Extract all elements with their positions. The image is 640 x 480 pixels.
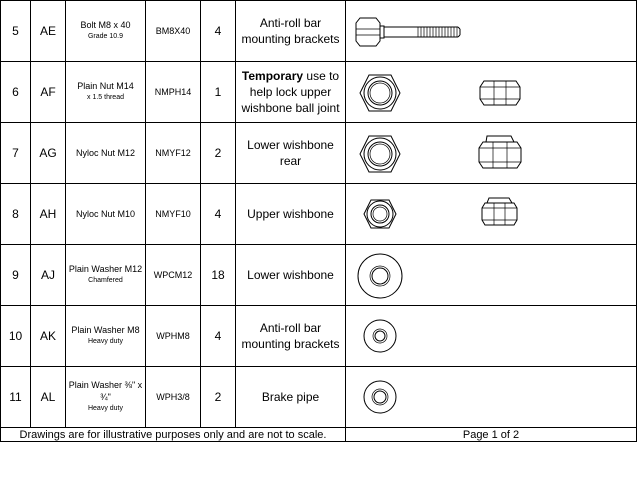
table-row [1,1,637,62]
part-description [66,1,146,62]
usage-emphasis: Temporary [241,69,304,83]
drawing-cell [346,306,637,367]
part-code: AF [31,62,66,123]
usage: Upper wishbone [236,184,346,245]
usage: Anti-roll bar mounting brackets [236,306,346,367]
quantity: 1 [201,62,236,123]
hex-nut-icon [346,63,636,122]
usage: Lower wishbone [236,245,346,306]
page-number: Page 1 of 2 [346,428,637,442]
description-main: Bolt M8 x 40 [80,20,131,30]
drawing-cell [346,245,637,306]
usage [236,62,346,123]
quantity: 18 [201,245,236,306]
part-code: AE [31,1,66,62]
row-number: 5 [1,1,31,62]
table-row [1,184,637,245]
drawing-cell [346,367,637,428]
nyloc-nut-icon [346,124,636,183]
disclaimer: Drawings are for illustrative purposes only and are not to scale. [1,428,346,442]
part-description [66,184,146,245]
description-sub: Heavy duty [87,405,124,412]
quantity: 4 [201,1,236,62]
part-reference: NMPH14 [146,62,201,123]
row-number: 6 [1,62,31,123]
table-row [1,245,637,306]
usage: Brake pipe [236,367,346,428]
part-reference: NMYF10 [146,184,201,245]
table-row [1,306,637,367]
part-code: AK [31,306,66,367]
quantity: 2 [201,123,236,184]
washer-icon [346,246,636,305]
description-main: Plain Washer ⅜" x ¾" [68,380,143,402]
table-row [1,62,637,123]
part-description [66,245,146,306]
part-reference: BM8X40 [146,1,201,62]
part-reference: WPHM8 [146,306,201,367]
part-code: AL [31,367,66,428]
description-main: Nyloc Nut M12 [75,148,136,158]
description-sub: x 1.5 thread [87,94,124,101]
row-number: 11 [1,367,31,428]
drawing-cell [346,123,637,184]
quantity: 2 [201,367,236,428]
quantity: 4 [201,306,236,367]
row-number: 8 [1,184,31,245]
part-description [66,367,146,428]
row-number: 9 [1,245,31,306]
nyloc-nut-icon [346,185,636,244]
row-number: 7 [1,123,31,184]
quantity: 4 [201,184,236,245]
part-description [66,123,146,184]
drawing-cell [346,184,637,245]
part-code: AH [31,184,66,245]
table-row [1,367,637,428]
usage: Anti-roll bar mounting brackets [236,1,346,62]
description-sub: Chamfered [88,277,123,284]
description-main: Plain Nut M14 [77,81,134,91]
row-number: 10 [1,306,31,367]
description-main: Nyloc Nut M10 [75,209,136,219]
description-main: Plain Washer M12 [68,264,143,274]
description-sub: Heavy duty [87,338,124,345]
footer-row [1,428,637,442]
part-reference: NMYF12 [146,123,201,184]
usage-text: use to help lock upper wishbone ball joint [241,69,340,115]
description-sub: Grade 10.9 [87,33,124,40]
part-reference: WPCM12 [146,245,201,306]
table-row [1,123,637,184]
drawing-cell [346,62,637,123]
drawing-cell [346,1,637,62]
description-main: Plain Washer M8 [71,325,140,335]
washer-icon [346,307,636,366]
part-description [66,306,146,367]
part-reference: WPH3/8 [146,367,201,428]
part-code: AJ [31,245,66,306]
usage: Lower wishbone rear [236,123,346,184]
part-description [66,62,146,123]
washer-icon [346,368,636,427]
part-code: AG [31,123,66,184]
bolt-icon [346,2,636,61]
